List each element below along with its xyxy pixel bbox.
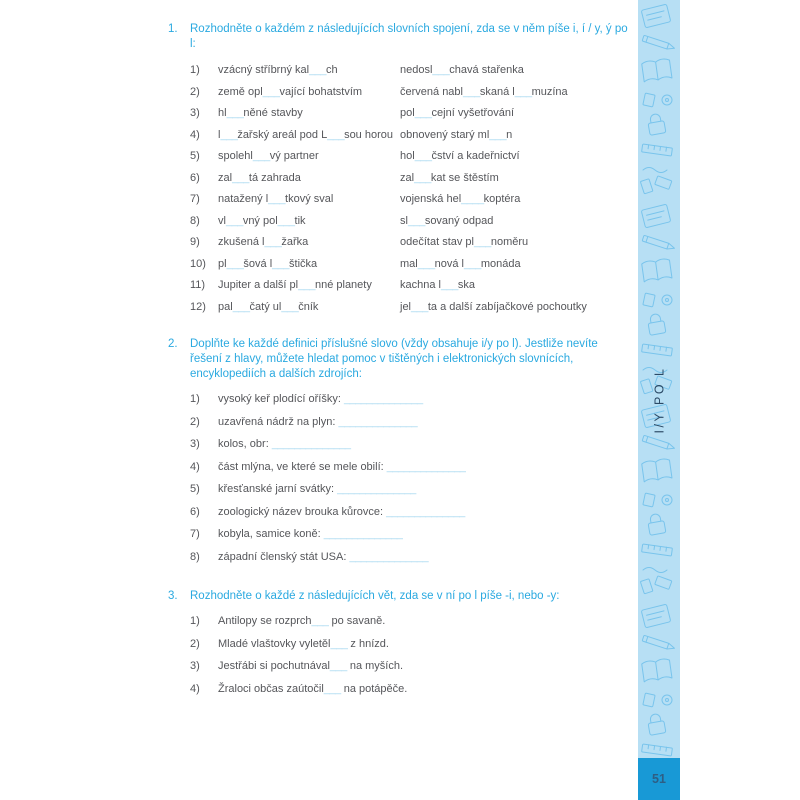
exercise-3-items [190,616,640,695]
exercise-1-items [190,65,640,313]
item-text-left: zkušená l___žařka [218,236,309,248]
item-row [190,684,640,696]
item-text: Mladé vlaštovky vyletěl___ z hnízd. [218,637,389,650]
item-row [190,65,640,77]
item-number: 1) [190,393,200,405]
item-row [190,484,640,496]
item-text-right: pol___cejní vyšetřování [400,107,515,119]
item-number: 10) [190,257,206,270]
item-number: 1) [190,615,200,627]
item-row [190,87,640,99]
item-row [190,529,640,541]
exercise-2-header [168,337,640,382]
exercise-heading: Rozhodněte o každé z následujících vět, zda se v ní po l píše -i, nebo -y: [190,590,560,602]
item-number: 2) [190,637,200,650]
item-text-right: zal___kat se štěstím [400,171,499,184]
item-text: vysoký keř plodící oříšky: ______________ [218,393,423,405]
item-text-left: Jupiter a další pl___nné planety [218,279,372,291]
item-number: 3) [190,438,200,450]
item-number: 6) [190,171,200,184]
item-row [190,507,640,519]
exercise-heading: Rozhodněte o každém z následujících slovních spojení, zda se v něm píše i, í / y, ý po l: [190,23,628,50]
exercise-number: 3. [168,590,178,602]
item-text: uzavřená nádrž na plyn: ______________ [218,415,418,428]
item-number: 2) [190,415,200,428]
chapter-tab [638,356,680,444]
item-text-right: červená nabl___skaná l___muzína [400,85,568,98]
item-text-left: země opl___vající bohatstvím [218,85,363,98]
exercise-number: 1. [168,23,178,35]
item-text: zoologický název brouka kůrovce: ______________ [218,505,465,518]
item-number: 3) [190,660,200,672]
exercise-3 [168,589,640,695]
item-number: 4) [190,128,200,141]
item-row [190,173,640,185]
item-row [190,216,640,228]
item-row [190,302,640,314]
item-number: 4) [190,682,200,695]
item-text-right: nedosl___chavá stařenka [400,64,524,76]
item-row [190,439,640,451]
item-row [190,616,640,628]
exercise-heading: Doplňte ke každé definici příslušné slovo (vždy obsahuje i/y po l). Jestliže nevíte řešení z hlavy, můžete hledat pomoc v tištěných i elektronických slovnících, encyklopediích a dalších zdrojích: [190,338,598,380]
item-text: Žraloci občas zaútočil___ na potápěče. [218,682,408,695]
item-text: křesťanské jarní svátky: ______________ [218,483,416,495]
item-text: kobyla, samice koně: ______________ [218,528,403,540]
item-row [190,280,640,292]
item-text-right: sl___sovaný odpad [400,214,494,227]
item-text-left: l___žařský areál pod L___sou horou [218,128,393,141]
item-number: 4) [190,460,200,473]
item-text-left: pl___šová l___štička [218,257,318,270]
item-row [190,237,640,249]
item-number: 8) [190,214,200,227]
item-number: 1) [190,64,200,76]
page-number-badge [638,758,680,800]
item-text-left: hl___něné stavby [218,107,303,119]
exercise-number: 2. [168,338,178,350]
item-number: 12) [190,300,206,313]
item-number: 2) [190,85,200,98]
item-row [190,108,640,120]
item-number: 5) [190,150,200,162]
item-row [190,417,640,429]
item-number: 7) [190,528,200,540]
item-text-left: spolehl___vý partner [218,150,319,162]
item-row [190,259,640,271]
item-row [190,462,640,474]
item-text: Antilopy se rozprch___ po savaně. [218,615,386,627]
chapter-tab-label: I/Y PO L [652,366,667,434]
item-row [190,130,640,142]
item-number: 7) [190,193,200,205]
item-row [190,394,640,406]
item-text: část mlýna, ve které se mele obilí: ______________ [218,460,466,473]
exercise-1-header [168,22,640,52]
item-text-left: zal___tá zahrada [218,171,301,184]
exercise-2 [168,337,640,563]
item-text-left: pal___čatý ul___čník [218,300,319,313]
item-text: Jestřábi si pochutnával___ na myších. [218,660,404,672]
item-text: kolos, obr: ______________ [218,438,351,450]
item-text-right: obnovený starý ml___n [400,128,513,141]
item-text-right: jel___ta a další zabíjačkové pochoutky [400,300,587,313]
item-text-right: kachna l___ska [400,279,475,291]
item-row [190,194,640,206]
item-text-left: natažený l___tkový sval [218,193,334,205]
item-text-right: odečítat stav pl___noměru [400,236,529,248]
item-number: 11) [190,279,206,291]
item-text-left: vl___vný pol___tik [218,214,306,227]
item-row [190,639,640,651]
item-text-left: vzácný stříbrný kal___ch [218,64,338,76]
page-number: 51 [652,772,666,786]
item-number: 8) [190,550,200,563]
item-row [190,661,640,673]
exercise-2-items [190,394,640,563]
item-number: 5) [190,483,200,495]
exercise-1 [168,22,640,313]
page-content [168,22,640,709]
item-number: 9) [190,236,200,248]
item-row [190,151,640,163]
exercise-3-header [168,589,640,604]
item-number: 6) [190,505,200,518]
item-row [190,552,640,564]
item-text: západní členský stát USA: ______________ [218,550,429,563]
item-text-right: mal___nová l___monáda [400,257,521,270]
item-text-right: vojenská hel____koptéra [400,193,521,205]
item-text-right: hol___čství a kadeřnictví [400,150,520,162]
item-number: 3) [190,107,200,119]
